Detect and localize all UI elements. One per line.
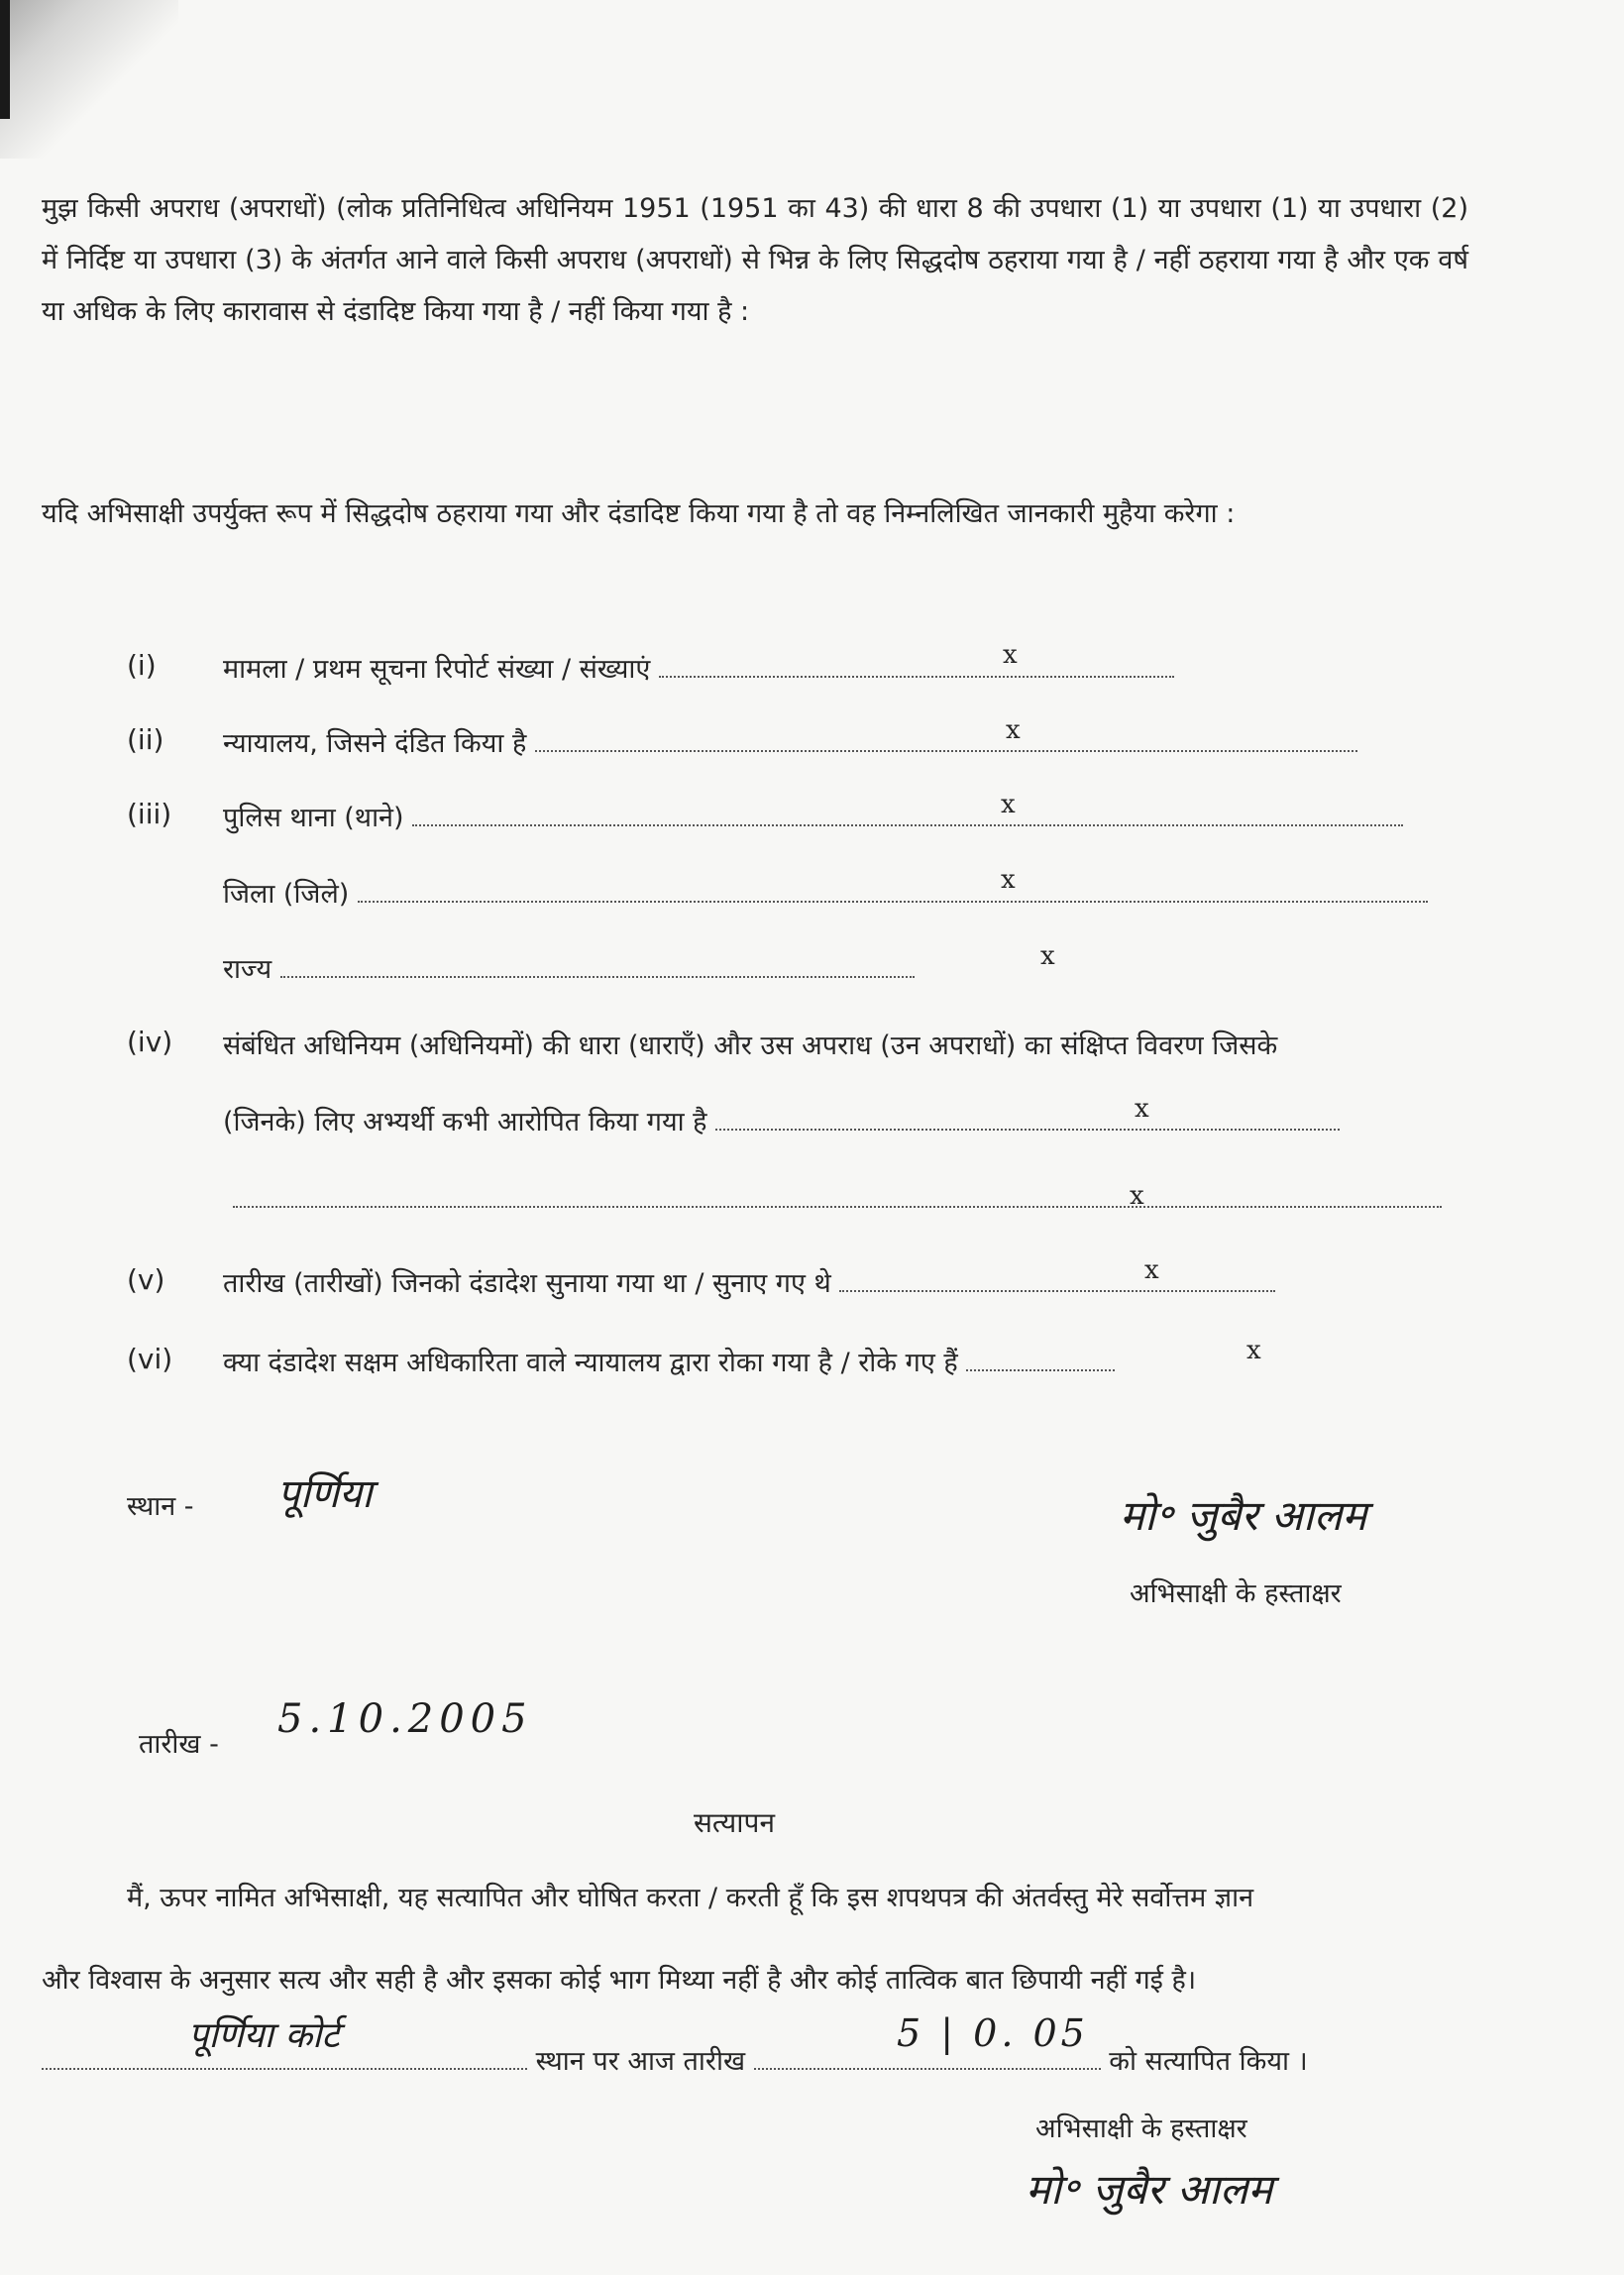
item-5-row	[223, 1263, 1275, 1300]
item-4-mark-2: x	[1130, 1181, 1144, 1211]
item-2-label: न्यायालय, जिसने दंडित किया है	[223, 728, 527, 759]
item-6-mark: x	[1246, 1336, 1261, 1365]
date-label: तारीख -	[139, 1729, 219, 1760]
item-4-mark-1: x	[1135, 1094, 1149, 1124]
state-blank	[280, 954, 915, 978]
state-mark: x	[1040, 941, 1055, 971]
place-label: स्थान -	[127, 1491, 194, 1522]
verification-date-handwritten: 5 | 0. 05	[897, 2011, 1089, 2055]
district-mark: x	[1001, 865, 1016, 895]
item-6-blank	[966, 1348, 1115, 1371]
verification-line-1: मैं, ऊपर नामित अभिसाक्षी, यह सत्यापित और घोषित करता / करती हूँ कि इस शपथपत्र की अंतर्वस्तु मेरे सर्वोत्तम ज्ञान	[127, 1883, 1254, 1913]
verification-title: सत्यापन	[694, 1806, 775, 1839]
state-label: राज्य	[223, 954, 272, 985]
district-label: जिला (जिले)	[223, 879, 350, 910]
place-handwritten: पूर्णिया	[277, 1471, 373, 1517]
item-4-blank-2	[233, 1184, 1442, 1208]
disqualification-paragraph: मुझ किसी अपराध (अपराधों) (लोक प्रतिनिधित्व अधिनियम 1951 (1951 का 43) की धारा 8 की उपधारा (1) या उपधारा (1) या उपधारा (2) में निर्दिष्ट या उपधारा (3) के अंतर्गत आने वाले किसी अपराध (अपराधों) से भिन्न के लिए सिद्धदोष ठहराया गया है / नहीं ठहराया गया है और एक वर्ष या अधिक के लिए कारावास से दंडादिष्ट किया गया है / नहीं किया गया है :	[42, 193, 1468, 327]
signature-2: मो॰ जुबैर आलम	[1026, 2165, 1273, 2214]
item-4-row-3	[233, 1184, 1442, 1215]
signature-1: मो॰ जुबैर आलम	[1120, 1491, 1367, 1540]
item-4-blank-1	[715, 1107, 1340, 1131]
info-paragraph: यदि अभिसाक्षी उपर्युक्त रूप में सिद्धदोष ठहराया गया और दंडादिष्ट किया गया है तो वह निम्नलिखित जानकारी मुहैया करेगा :	[42, 498, 1236, 529]
item-4-label: संबंधित अधिनियम (अधिनियमों) की धारा (धाराएँ) और उस अपराध (उन अपराधों) का संक्षिप्त विवरण जिसके	[223, 1030, 1278, 1061]
item-1-blank	[659, 654, 1174, 678]
item-4-label-2: (जिनके) लिए अभ्यर्थी कभी आरोपित किया गया है	[223, 1107, 707, 1138]
item-3-blank	[412, 803, 1403, 826]
item-5-label: तारीख (तारीखों) जिनको दंडादेश सुनाया गया था / सुनाए गए थे	[223, 1268, 831, 1299]
item-1-label: मामला / प्रथम सूचना रिपोर्ट संख्या / संख्याएं	[223, 654, 651, 685]
item-6-label: क्या दंडादेश सक्षम अधिकारिता वाले न्यायालय द्वारा रोका गया है / रोके गए हैं	[223, 1348, 958, 1378]
item-4-number: (iv)	[127, 1026, 173, 1058]
item-3-mark: x	[1001, 790, 1016, 819]
date-handwritten: 5.10.2005	[277, 1696, 533, 1742]
verification-place-label: स्थान पर आज तारीख	[535, 2046, 746, 2077]
scan-border	[0, 0, 10, 119]
signature-label-1: अभिसाक्षी के हस्ताक्षर	[1130, 1578, 1342, 1609]
item-3-row	[223, 798, 1403, 834]
scan-shadow	[0, 0, 178, 159]
item-5-blank	[839, 1268, 1275, 1292]
verification-line-2: और विश्वास के अनुसार सत्य और सही है और इसका कोई भाग मिथ्या नहीं है और कोई तात्विक बात छिपायी नहीं गई है।	[42, 1965, 1197, 1996]
district-blank	[358, 879, 1428, 903]
item-1-number: (i)	[127, 649, 157, 682]
item-5-number: (v)	[127, 1263, 165, 1296]
signature-label-2: अभिसाक्षी के हस्ताक्षर	[1035, 2113, 1247, 2144]
item-3-label: पुलिस थाना (थाने)	[223, 803, 404, 833]
item-1-row	[223, 649, 1174, 686]
item-3-number: (iii)	[127, 798, 172, 830]
item-5-mark: x	[1144, 1255, 1159, 1285]
item-6-number: (vi)	[127, 1343, 173, 1375]
verification-end: को सत्यापित किया ।	[1109, 2046, 1308, 2077]
state-row	[223, 949, 915, 986]
verification-place-handwritten: पूर्णिया कोर्ट	[188, 2015, 340, 2056]
item-1-mark: x	[1003, 640, 1018, 670]
item-4-row-2	[223, 1102, 1340, 1138]
item-2-blank	[535, 728, 1357, 752]
district-row	[223, 874, 1428, 911]
item-2-mark: x	[1006, 715, 1021, 745]
item-6-row	[223, 1343, 1115, 1379]
item-2-number: (ii)	[127, 723, 164, 756]
item-2-row	[223, 723, 1357, 760]
